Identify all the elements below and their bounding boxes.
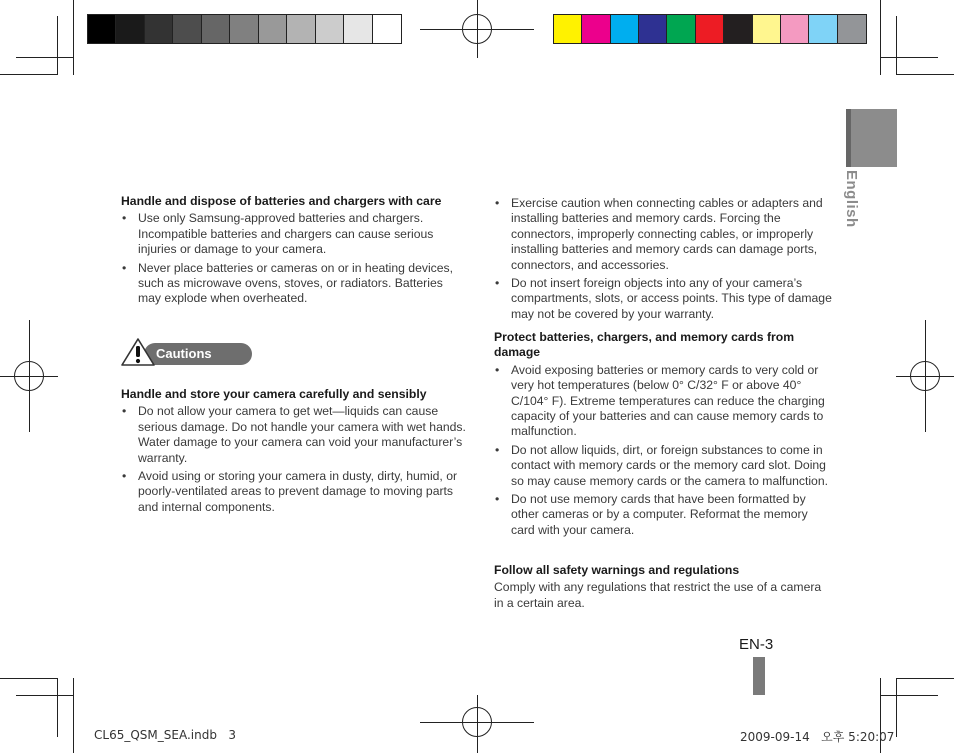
list-item-text: Never place batteries or cameras on or in heating devices, such as microwave ovens, stoves, or radiators. Batteries may explode when overheated. [138,260,454,306]
bullet-list [494,196,832,322]
footer-timestamp: 2009-09-14 오후 5:20:07 [740,730,895,744]
swatch [316,15,344,43]
bullet-list [121,211,466,306]
cautions-label: Cautions [144,343,252,365]
swatch [145,15,173,43]
bullet-icon: • [122,211,127,226]
swatch [373,15,401,43]
footer-file-label: CL65_QSM_SEA.indb 3 [94,728,237,742]
list-item [121,469,466,515]
list-item-text: Do not insert foreign objects into any of your camera’s compartments, slots, or access points. This type of damage may not be covered by your warranty. [511,276,832,321]
swatch [667,15,695,43]
list-item [494,443,832,489]
swatch [753,15,781,43]
bullet-list [121,404,466,515]
grayscale-color-bar [87,14,402,44]
list-item [121,261,466,307]
page-number: EN-3 [739,636,774,653]
warning-triangle-icon [120,337,156,367]
process-color-bar [553,14,867,44]
bullet-icon: • [122,469,127,484]
list-item [121,211,466,257]
swatch [230,15,258,43]
swatch [611,15,639,43]
right-column-section-4 [494,563,832,611]
list-item [494,196,832,273]
section-heading: Follow all safety warnings and regulations [494,563,740,577]
section-heading: Handle and dispose of batteries and chargers with care [121,194,442,208]
left-column-section-2 [121,387,466,518]
swatch [781,15,809,43]
swatch [554,15,582,43]
page-number-bar [753,657,765,695]
swatch [639,15,667,43]
left-column-section-1 [121,194,466,310]
list-item [494,363,832,440]
swatch [88,15,116,43]
list-item [121,404,466,466]
bullet-icon: • [495,276,500,291]
bullet-icon: • [495,196,500,210]
swatch [116,15,144,43]
right-column-intro [494,194,832,325]
bullet-icon: • [495,442,500,457]
swatch [582,15,610,43]
swatch [696,15,724,43]
language-tab [846,109,897,167]
list-item-text: Use only Samsung-approved batteries and chargers. Incompatible batteries and chargers can cause serious injuries or damage to your camera. [138,211,434,257]
swatch [202,15,230,43]
swatch [173,15,201,43]
bullet-list [494,363,832,538]
swatch [344,15,372,43]
section-text: Comply with any regulations that restrict the use of a camera in a certain area. [494,580,822,610]
list-item-text: Do not use memory cards that have been formatted by other cameras or by a computer. Reformat the memory card with your camera. [511,492,808,537]
swatch [287,15,315,43]
swatch [838,15,866,43]
swatch [724,15,752,43]
right-column-section-3 [494,330,832,541]
list-item-text: Avoid using or storing your camera in dusty, dirty, humid, or poorly-ventilated areas to prevent damage to moving parts and internal components. [138,469,458,514]
bullet-icon: • [495,362,500,377]
swatch [809,15,837,43]
section-heading: Handle and store your camera carefully and sensibly [121,387,427,401]
bullet-icon: • [495,492,500,507]
bullet-icon: • [122,260,127,275]
swatch [259,15,287,43]
list-item-text: Exercise caution when connecting cables or adapters and installing batteries and memory cards. Forcing the connectors, improperly connecting cables, or improperly installing batteries and memory cards can damage ports, connectors, and accessories. [511,196,823,272]
list-item-text: Avoid exposing batteries or memory cards to very cold or very hot temperatures (below 0° C/32° F or above 40° C/104° F). Extreme temperatures can reduce the charging capacity of your batteries and can cause memory cards to malfunction. [511,362,825,439]
list-item [494,276,832,322]
list-item-text: Do not allow your camera to get wet—liquids can cause serious damage. Do not handle your camera with wet hands. Water damage to your camera can void your manufacturer’s warranty. [138,404,466,465]
bullet-icon: • [122,404,127,419]
section-heading: Protect batteries, chargers, and memory cards from damage [494,330,795,360]
list-item-text: Do not allow liquids, dirt, or foreign substances to come in contact with memory cards or the memory card slot. Doing so may cause memory cards or the camera to malfunction. [511,442,828,488]
language-tab-edge [846,109,851,167]
list-item [494,492,832,538]
language-label: English [843,170,860,228]
